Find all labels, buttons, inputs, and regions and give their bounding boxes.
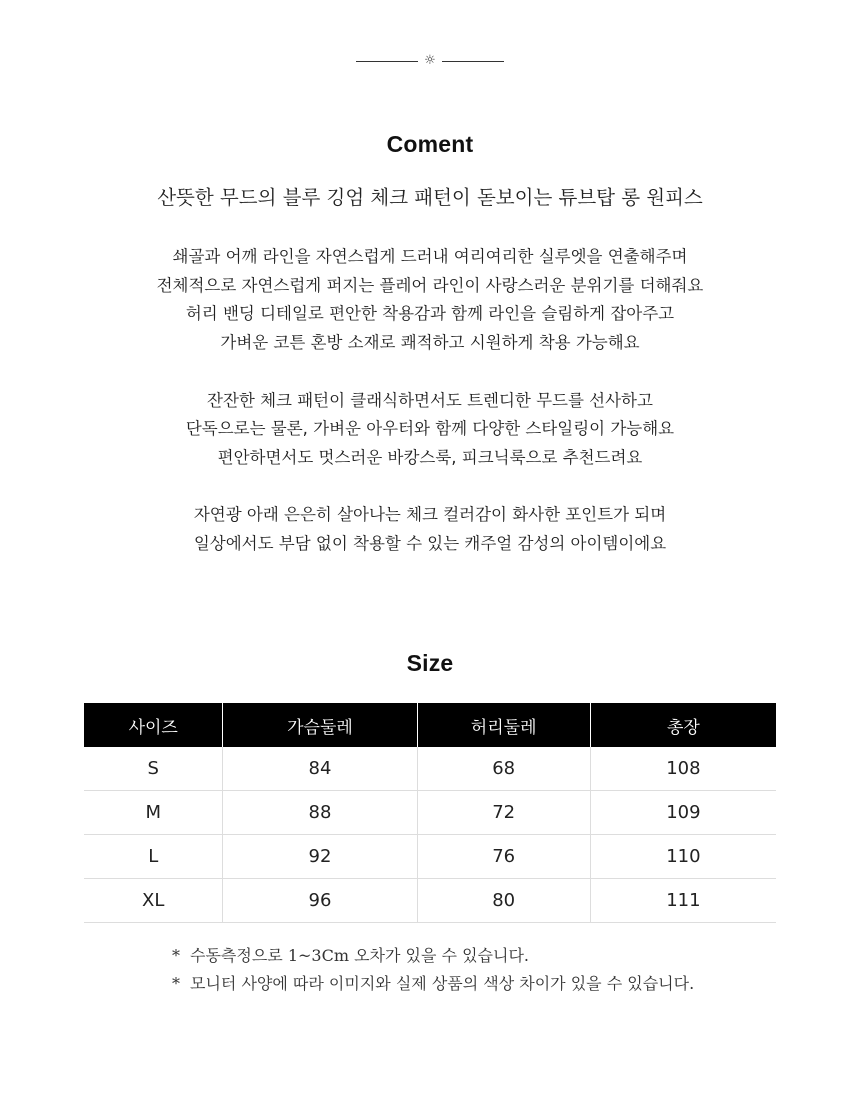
divider-line-left <box>356 61 418 62</box>
note-text: 모니터 사양에 따라 이미지와 실제 상품의 색상 차이가 있을 수 있습니다. <box>190 974 695 993</box>
note-item <box>172 942 694 970</box>
description-line: 잔잔한 체크 패턴이 클래식하면서도 트렌디한 무드를 선사하고 <box>207 390 653 410</box>
table-row <box>84 791 776 835</box>
description-line: 전체적으로 자연스럽게 퍼지는 플레어 라인이 사랑스러운 분위기를 더해줘요 <box>156 275 704 295</box>
sun-icon: ☼ <box>424 53 436 68</box>
cell-chest: 96 <box>223 879 417 923</box>
description-line: 허리 밴딩 디테일로 편안한 착용감과 함께 라인을 슬림하게 잡아주고 <box>185 304 675 324</box>
cell-chest: 84 <box>223 747 417 791</box>
ornament-divider <box>0 54 860 68</box>
description-paragraph <box>0 501 860 558</box>
cell-size: L <box>84 835 223 879</box>
cell-waist: 68 <box>417 747 590 791</box>
cell-chest: 88 <box>223 791 417 835</box>
description-line: 가벼운 코튼 혼방 소재로 쾌적하고 시원하게 착용 가능해요 <box>220 333 640 353</box>
divider-line-right <box>442 61 504 62</box>
cell-size: M <box>84 791 223 835</box>
description-line: 쇄골과 어깨 라인을 자연스럽게 드러내 여리여리한 실루엣을 연출해주며 <box>172 247 688 266</box>
product-description <box>0 243 860 559</box>
size-table-header-row <box>84 703 776 747</box>
header-length: 총장 <box>590 703 776 747</box>
size-notes <box>172 942 694 998</box>
cell-size: XL <box>84 879 223 923</box>
coment-title: Coment <box>386 131 474 157</box>
header-waist: 허리둘레 <box>417 703 590 747</box>
description-paragraph <box>0 387 860 473</box>
description-line: 편안하면서도 멋스러운 바캉스룩, 피크닉룩으로 추천드려요 <box>217 447 643 467</box>
cell-length: 110 <box>590 835 776 879</box>
asterisk-icon: * <box>172 946 180 965</box>
size-table <box>84 703 776 923</box>
table-row <box>84 747 776 791</box>
cell-length: 108 <box>590 747 776 791</box>
description-line: 자연광 아래 은은히 살아나는 체크 컬러감이 화사한 포인트가 되며 <box>193 505 667 525</box>
product-headline: 산뜻한 무드의 블루 깅엄 체크 패턴이 돋보이는 튜브탑 롱 원피스 <box>157 186 703 209</box>
description-line: 일상에서도 부담 없이 착용할 수 있는 캐주얼 감성의 아이템이에요 <box>193 534 667 553</box>
cell-waist: 80 <box>417 879 590 923</box>
cell-waist: 76 <box>417 835 590 879</box>
table-row <box>84 879 776 923</box>
note-item <box>172 970 694 998</box>
cell-length: 111 <box>590 879 776 923</box>
cell-chest: 92 <box>223 835 417 879</box>
cell-length: 109 <box>590 791 776 835</box>
table-row <box>84 835 776 879</box>
header-chest: 가슴둘레 <box>223 703 417 747</box>
note-text: 수동측정으로 1~3Cm 오차가 있을 수 있습니다. <box>190 946 529 965</box>
header-size: 사이즈 <box>84 703 223 747</box>
cell-size: S <box>84 747 223 791</box>
description-paragraph <box>0 243 860 358</box>
cell-waist: 72 <box>417 791 590 835</box>
description-line: 단독으로는 물론, 가벼운 아우터와 함께 다양한 스타일링이 가능해요 <box>185 419 675 439</box>
size-title: Size <box>406 650 454 676</box>
asterisk-icon: * <box>172 974 180 993</box>
